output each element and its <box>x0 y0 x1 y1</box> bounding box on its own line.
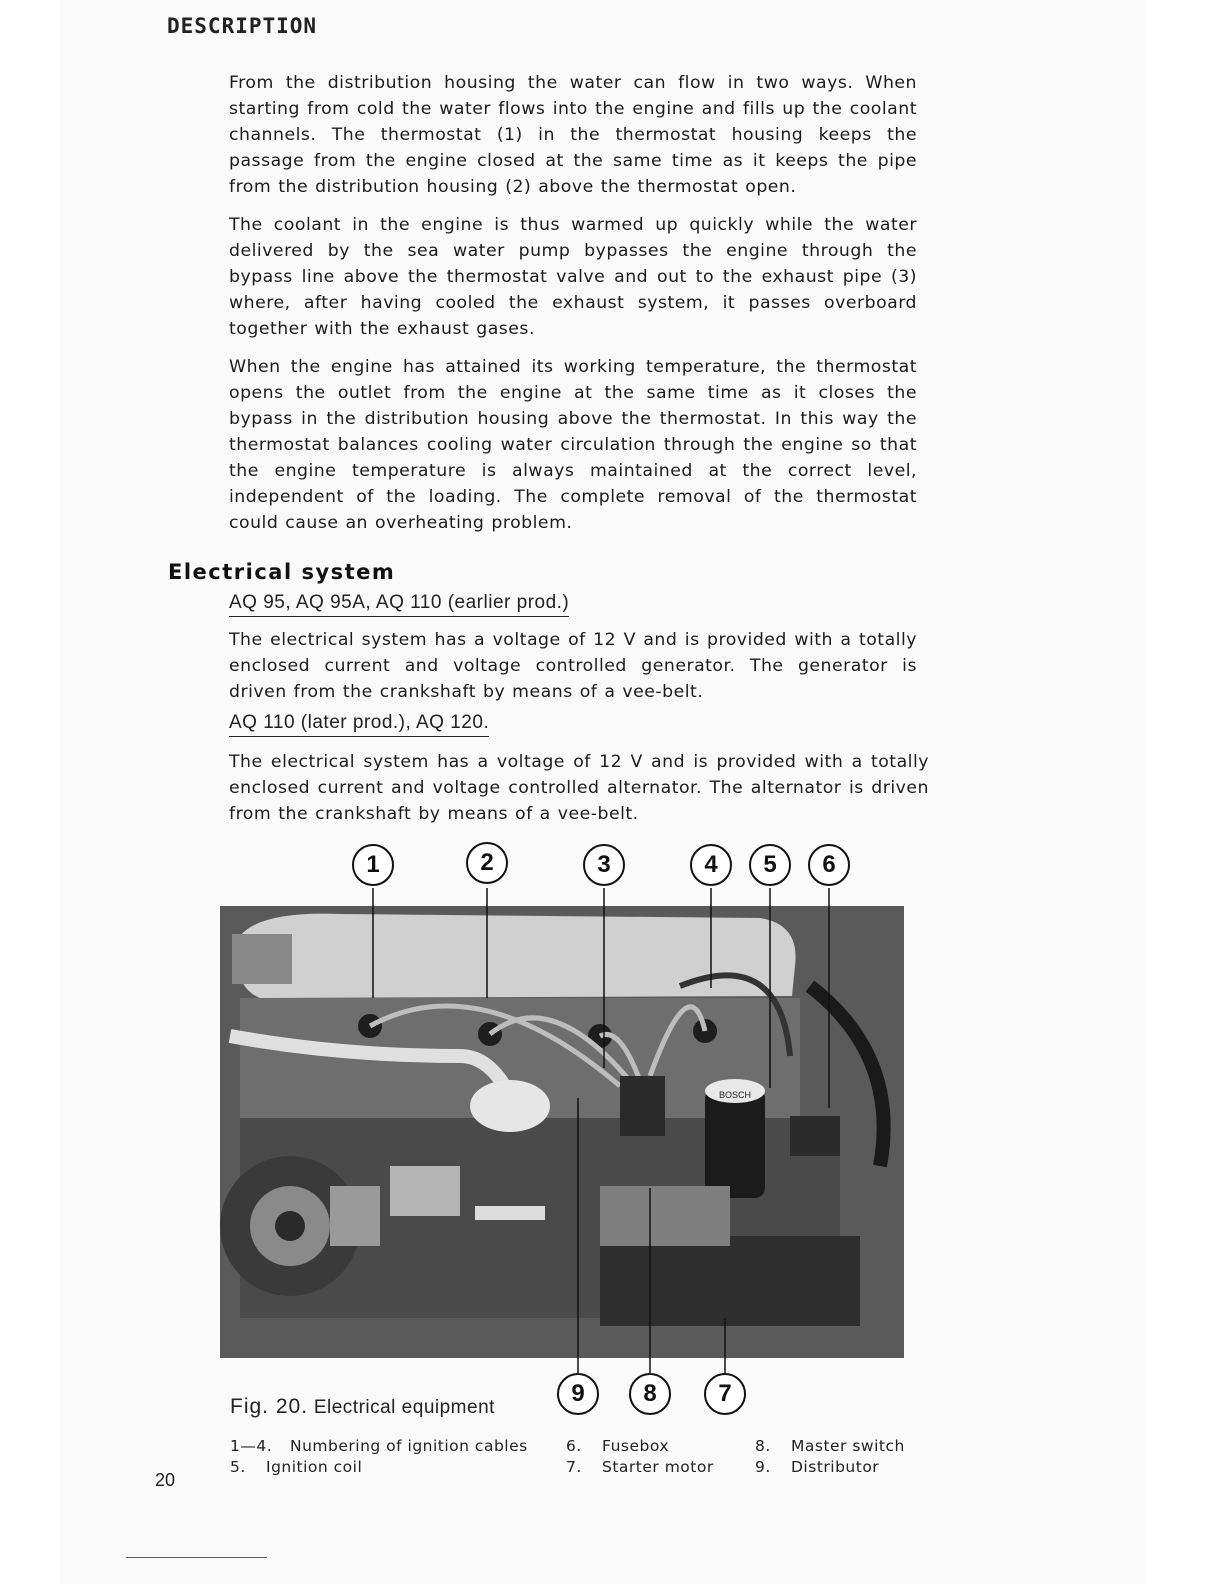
callout-8: 8 <box>629 1373 671 1415</box>
variant-b-text: The electrical system has a voltage of 12 V and is provided with a totally enclosed current and voltage controlled alternator. The alternator is driven from the crankshaft by means of a vee-belt. <box>229 752 929 824</box>
figure-title: Electrical equipment <box>313 1397 495 1418</box>
footnote-rule <box>126 1557 267 1558</box>
page-number: 20 <box>155 1470 176 1490</box>
figure-number: Fig. 20. <box>230 1395 309 1418</box>
intro-paragraph-2: The coolant in the engine is thus warmed up quickly while the water delivered by the sea water pump bypasses the engine through the bypass line above the thermostat valve and out to the exhaust pipe (3) where, after having cooled the exhaust system, it passes overboard together with the exhaust gases. <box>229 215 917 339</box>
callout-4: 4 <box>690 844 732 886</box>
variant-b-title: AQ 110 (later prod.), AQ 120. <box>229 712 489 737</box>
legend-item: 5. Ignition coil <box>230 1458 363 1476</box>
callout-2: 2 <box>466 842 508 884</box>
callout-7: 7 <box>704 1373 746 1415</box>
callout-leaders <box>220 838 910 1398</box>
legend-item: 8. Master switch <box>755 1437 905 1455</box>
section-title: DESCRIPTION <box>167 14 318 38</box>
variant-a-title: AQ 95, AQ 95A, AQ 110 (earlier prod.) <box>229 592 569 617</box>
callout-5: 5 <box>749 844 791 886</box>
figure-caption <box>230 1395 495 1419</box>
variant-a-text: The electrical system has a voltage of 12 V and is provided with a totally enclosed current and voltage controlled generator. The generator is driven from the crankshaft by means of a vee-belt. <box>229 630 917 702</box>
intro-paragraph-1: From the distribution housing the water can flow in two ways. When starting from cold the water flows into the engine and fills up the coolant channels. The thermostat (1) in the thermostat housing keeps the passage from the engine closed at the same time as it keeps the pipe from the distribution housing (2) above the thermostat open. <box>229 73 917 197</box>
legend-item: 7. Starter motor <box>566 1458 714 1476</box>
callout-3: 3 <box>583 844 625 886</box>
callout-9: 9 <box>557 1373 599 1415</box>
callout-6: 6 <box>808 844 850 886</box>
callout-1: 1 <box>352 844 394 886</box>
intro-paragraph-3: When the engine has attained its working temperature, the thermostat opens the outlet from the engine at the same time as it closes the bypass in the distribution housing above the thermostat. In this way the thermostat balances cooling water circulation through the engine so that the engine temperature is always maintained at the correct level, independent of the loading. The complete removal of the thermostat could cause an overheating problem. <box>229 357 917 533</box>
legend-item: 9. Distributor <box>755 1458 880 1476</box>
electrical-system-heading: Electrical system <box>168 560 396 584</box>
coil-brand-label: BOSCH <box>718 1090 752 1100</box>
legend-item: 6. Fusebox <box>566 1437 670 1455</box>
legend-item: 1—4. Numbering of ignition cables <box>230 1437 528 1455</box>
